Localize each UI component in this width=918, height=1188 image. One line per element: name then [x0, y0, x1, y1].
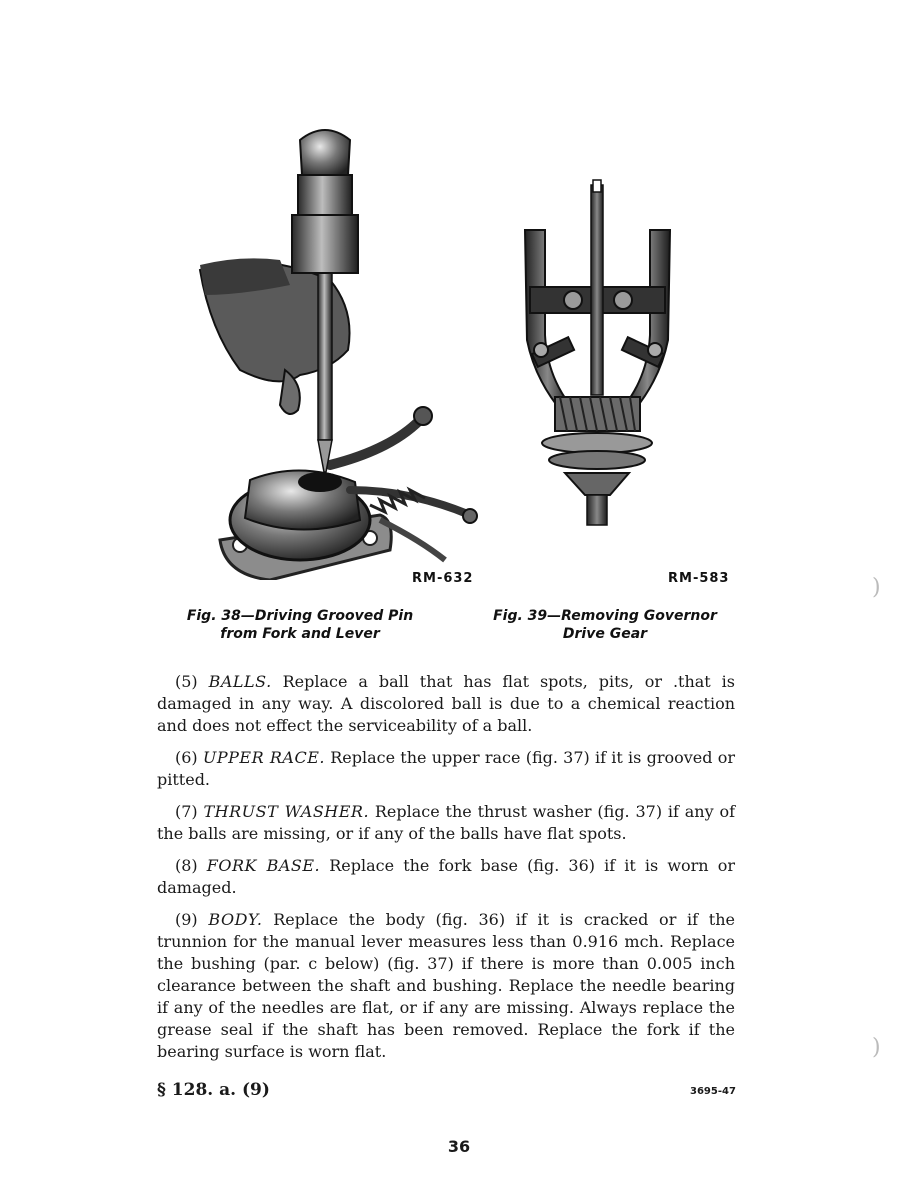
- paragraph-number: (5): [175, 672, 198, 691]
- paragraph-balls: [157, 671, 735, 737]
- figure-code-rm-583: RM-583: [668, 571, 730, 586]
- document-code: 3695-47: [690, 1086, 736, 1097]
- hammer-punch-illustration: [180, 120, 480, 580]
- paragraph-number: (7): [175, 802, 198, 821]
- paragraph-number: (9): [175, 910, 198, 929]
- figure-code-rm-632: RM-632: [412, 571, 474, 586]
- paragraph-text: Replace the thrust washer (fig. 37) if any of the balls are missing, or if any of the balls have flat spots.: [157, 802, 735, 843]
- paragraph-number: (6): [175, 748, 198, 767]
- caption-line: Fig. 39—Removing Governor: [493, 608, 717, 624]
- paragraph-fork-base: [157, 855, 735, 899]
- paragraph-heading: FORK BASE.: [206, 856, 321, 875]
- caption-line: from Fork and Lever: [220, 626, 380, 642]
- margin-mark: ): [872, 575, 881, 600]
- paragraph-text: Replace the body (fig. 36) if it is cracked or if the trunnion for the manual lever measures less than 0.916 mch. Replace the bushing (par. c below) (fig. 37) if there is more than 0.005 inch clearance between the shaft and bushing. Replace the needle bearing if any of the needles are flat, or if any are missing. Always replace the grease seal if the shaft has been removed. Replace the fork if the bearing surface is worn flat.: [157, 910, 735, 1061]
- margin-mark: ): [872, 1035, 881, 1060]
- paragraph-heading: BODY.: [208, 910, 263, 929]
- paragraph-body: [157, 909, 735, 1063]
- figure-38-caption: [170, 607, 430, 643]
- gear-puller-illustration: [515, 175, 680, 530]
- paragraph-heading: UPPER RACE.: [202, 748, 325, 767]
- paragraph-text: Replace the fork base (fig. 36) if it is worn or damaged.: [157, 856, 735, 897]
- paragraph-text: Replace a ball that has flat spots, pits, or .that is damaged in any way. A discolored ball is due to a chemical reaction and does not effect the serviceability of a ball.: [157, 672, 735, 735]
- paragraph-number: (8): [175, 856, 198, 875]
- caption-line: Fig. 38—Driving Grooved Pin: [186, 608, 414, 624]
- paragraph-thrust-washer: [157, 801, 735, 845]
- paragraph-heading: THRUST WASHER.: [203, 802, 370, 821]
- paragraph-text: Replace the upper race (fig. 37) if it is grooved or pitted.: [157, 748, 735, 789]
- section-reference: § 128. a. (9): [157, 1080, 270, 1100]
- figure-39-caption: [470, 607, 740, 643]
- caption-line: Drive Gear: [562, 626, 648, 642]
- page-number: 36: [447, 1137, 471, 1156]
- paragraph-upper-race: [157, 747, 735, 791]
- paragraph-heading: BALLS.: [208, 672, 272, 691]
- body-text: [157, 671, 735, 1073]
